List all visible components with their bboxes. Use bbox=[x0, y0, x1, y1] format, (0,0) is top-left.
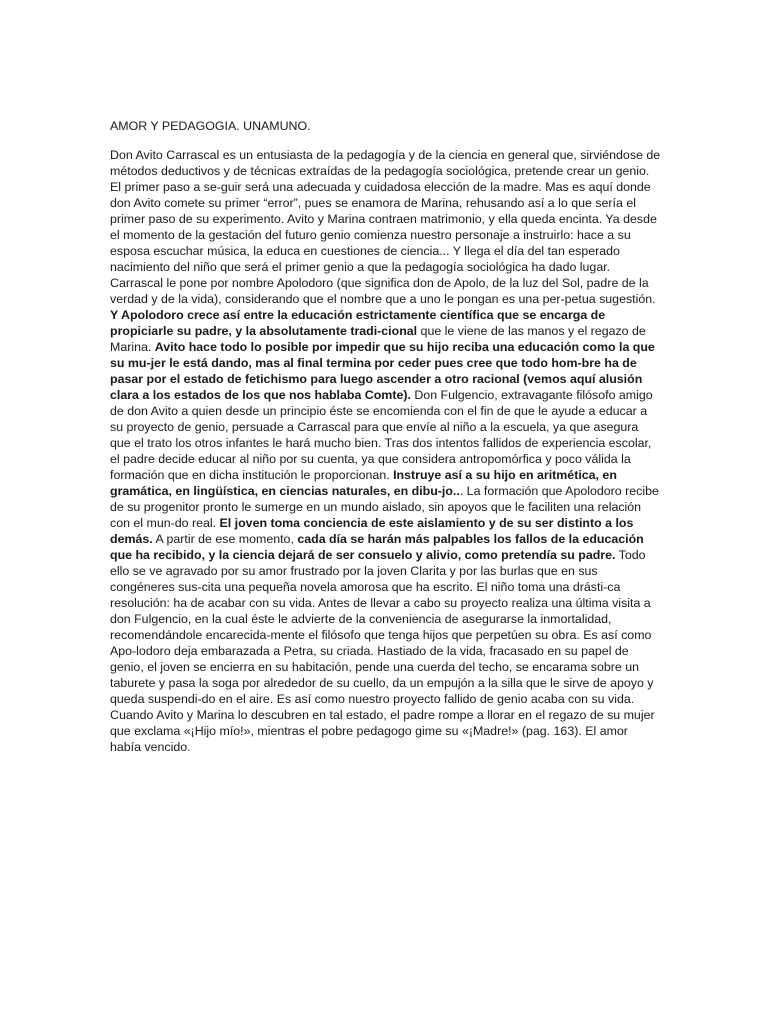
bold-text-segment: El joven toma conciencia de este aislamiento y de su ser distinto a los demás. bbox=[110, 516, 634, 546]
text-segment: Todo ello se ve agravado por su amor frustrado por la joven Clarita y por las burlas que en sus congéneres sus-cita una pequeña novela amorosa que ha escrito. El niño toma una drásti-ca resolución: ha de acabar con su vida. Antes de llevar a cabo su proyecto realiza una última visita a don Fulgencio, en la cual éste le advierte de la conveniencia de asegurarse la inmortalidad, recomendándole encarecida-mente el filósofo que tenga hijos que perpetúen su obra. Es así como Apo-lodoro deja embarazada a Petra, su criada. Hastiado de la vida, fracasado en su papel de genio, el joven se encierra en su habitación, pende una cuerda del techo, se encarama sobre un taburete y pasa la soga por alrededor de su cuello, da un empujón a la silla que le sirve de apoyo y queda suspendi-do en el aire. Es así como nuestro proyecto fallido de genio acaba con su vida. Cuando Avito y Marina lo descubren en tal estado, el padre rompe a llorar en el regazo de su mujer que exclama «¡Hijo mío!», mientras el pobre pedagogo gime su «¡Madre!» (pag. 163). El amor había vencido. bbox=[110, 548, 655, 754]
text-segment: . La formación que Apolodoro recibe de su progenitor pronto le sumerge en un mundo aislado, sin apoyos que le faciliten una relación con el mun-do real. bbox=[110, 484, 659, 530]
bold-text-segment: cada día se harán más palpables los fallos de la educación que ha recibido, y la ciencia dejará de ser consuelo y alivio, como pretendía su padre. bbox=[110, 532, 644, 562]
document-content bbox=[110, 118, 662, 755]
bold-text-segment: Y Apolodoro crece así entre la educación estrictamente científica que se encarga de propiciarle su padre, y la absolutamente tradi-cional bbox=[110, 308, 606, 338]
text-segment: Don Fulgencio, extravagante filósofo amigo de don Avito a quien desde un principio éste se encomienda con el fin de que le ayude a educar a su proyecto de genio, persuade a Carrascal para que envíe al niño a la escuela, ya que asegura que el trato los otros infantes le hará mucho bien. Tras dos intentos fallidos de experiencia escolar, el padre decide educar al niño por su cuenta, ya que considera antropomórfica y poco válida la formación que en dicha institución le proporcionan. bbox=[110, 388, 653, 482]
document-body-paragraph bbox=[110, 147, 662, 755]
text-segment: A partir de ese momento, bbox=[152, 532, 298, 546]
text-segment: que le viene de las manos y el regazo de Marina. bbox=[110, 324, 646, 354]
document-title: AMOR Y PEDAGOGIA. UNAMUNO. bbox=[110, 119, 311, 133]
bold-text-segment: Avito hace todo lo posible por impedir que su hijo reciba una educación como la que su mu-jer le está dando, mas al final termina por ceder pues cree que todo hom-bre ha de pasar por el estado de fetichismo para luego ascender a otro racional (vemos aquí alusión clara a los estados de los que nos hablaba Comte). bbox=[110, 340, 655, 402]
text-segment: Don Avito Carrascal es un entusiasta de la pedagogía y de la ciencia en general que, sirviéndose de métodos deductivos y de técnicas extraídas de la pedagogía sociológica, pretende crear un genio. El primer paso a se-guir será una adecuada y cuidadosa elección de la madre. Mas es aquí donde don Avito comete su primer “error”, pues se enamora de Marina, rehusando así a lo que sería el primer paso de su experimento. Avito y Marina contraen matrimonio, y ella queda encinta. Ya desde el momento de la gestación del futuro genio comienza nuestro personaje a instruirlo: hace a su esposa escuchar música, la educa en cuestiones de ciencia... Y llega el día del tan esperado nacimiento del niño que será el primer genio a que la pedagogía sociológica ha dado lugar. Carrascal le pone por nombre Apolodoro (que significa don de Apolo, de la luz del Sol, padre de la verdad y de la vida), considerando que el nombre que a uno le pongan es una per-petua sugestión. bbox=[110, 148, 661, 306]
bold-text-segment: Instruye así a su hijo en aritmética, en gramática, en lingüística, en ciencias naturales, en dibu-jo.. bbox=[110, 468, 617, 498]
